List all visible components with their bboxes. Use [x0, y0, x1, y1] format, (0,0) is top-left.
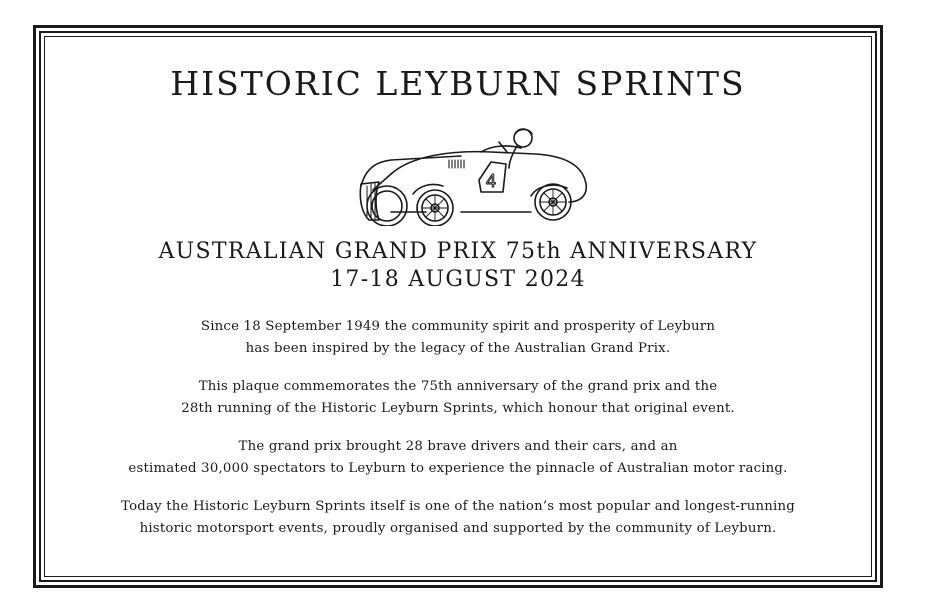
paragraph — [36, 436, 880, 480]
paragraph-line: 28th running of the Historic Leyburn Sprints, which honour that original event. — [181, 401, 735, 416]
paragraph — [36, 496, 880, 540]
paragraph-line: historic motorsport events, proudly organised and supported by the community of Leyburn. — [139, 521, 777, 536]
anniversary-heading-line1: AUSTRALIAN GRAND PRIX 75th ANNIVERSARY — [158, 239, 758, 264]
paragraph — [36, 376, 880, 420]
paragraph-line: Since 18 September 1949 the community spirit and prosperity of Leyburn — [200, 319, 716, 334]
paragraph-line: has been inspired by the legacy of the Australian Grand Prix. — [245, 341, 671, 356]
plaque-content — [36, 28, 880, 585]
paragraph-line: Today the Historic Leyburn Sprints itself is one of the nation’s most popular and longest-running — [121, 499, 795, 514]
paragraph-line: estimated 30,000 spectators to Leyburn to experience the pinnacle of Australian motor racing. — [128, 461, 788, 476]
vintage-race-car-illustration — [331, 116, 601, 226]
anniversary-heading — [36, 238, 880, 294]
plaque-title: HISTORIC LEYBURN SPRINTS — [170, 64, 746, 103]
event-dates: 17-18 AUGUST 2024 — [330, 267, 586, 292]
car-number: 4 — [486, 171, 497, 191]
plaque-body — [36, 316, 880, 556]
plaque — [33, 25, 883, 588]
paragraph-line: This plaque commemorates the 75th anniversary of the grand prix and the — [198, 379, 718, 394]
paragraph — [36, 316, 880, 360]
paragraph-line: The grand prix brought 28 brave drivers and their cars, and an — [238, 439, 678, 454]
